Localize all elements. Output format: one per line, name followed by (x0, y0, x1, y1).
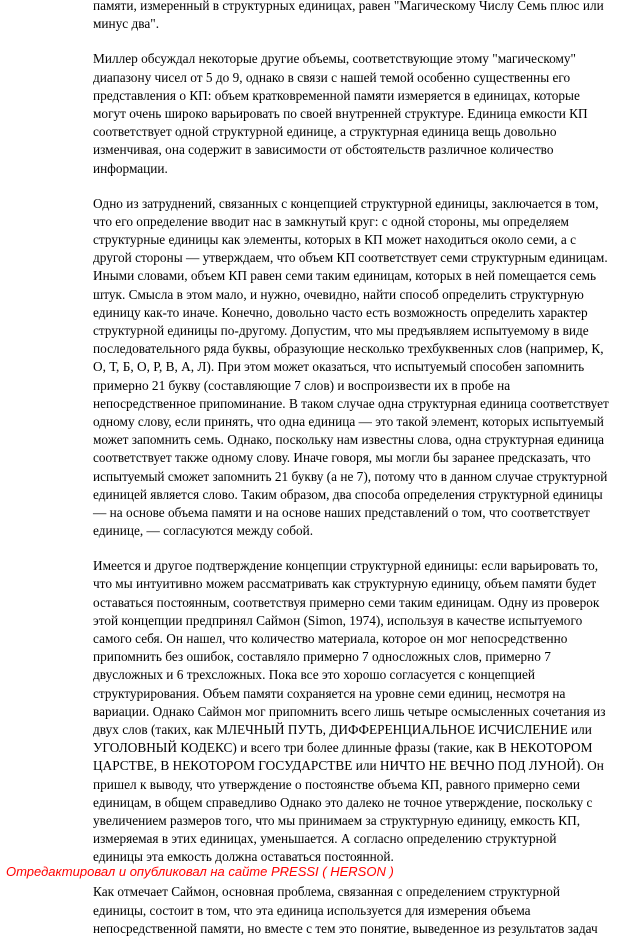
text-line: единицу как-то иначе. Конечно, довольно часто есть возможность определить характер (93, 304, 588, 320)
paragraph-3 (93, 195, 611, 541)
text-line: соответствует одной структурной единице, а структурная единица вещь довольно (93, 124, 557, 140)
text-line: ЦАРСТВЕ, В НЕКОТОРОМ ГОСУДАРСТВЕ или НИЧТО НЕ ВЕЧНО ПОД ЛУНОЙ). Он (93, 758, 604, 774)
text-line: диапазону чисел от 5 до 9, однако в связи с нашей темой особенно существенны его (93, 69, 571, 85)
paragraph-1 (93, 0, 611, 33)
text-line: измеряемая в этих единицах, уменьшается. А согласно определению структурной (93, 831, 557, 847)
text-line: единицы эта емкость должна оставаться постоянной. (93, 849, 394, 865)
text-line: Как отмечает Саймон, основная проблема, связанная с определением структурной (93, 884, 561, 900)
text-line: одному слову, если принять, что одна единица — это такой элемент, которых испытуемый (93, 413, 604, 429)
text-line: вариации. Однако Саймон мог припомнить всего лишь четыре осмысленных сочетания из (93, 703, 606, 719)
footer-credit: Отредактировал и опубликовал на сайте PRESSI ( HERSON ) (6, 864, 394, 879)
text-line: Миллер обсуждал некоторые другие объемы, соответствующие этому "магическому" (93, 51, 576, 67)
text-line: информации. (93, 160, 168, 176)
text-line: примерно 21 букву (составляющие 7 слов) и воспроизвести их в пробе на (93, 377, 511, 393)
paragraph-4 (93, 557, 611, 866)
text-line: Иными словами, объем КП равен семи таким единицам, которых в ней помещается семь (93, 268, 597, 284)
text-line: припомнить без ошибок, составляло примерно 7 односложных слов, примерно 7 (93, 649, 551, 665)
text-line: этой концепции предпринял Саймон (Simon, 1974), используя в качестве испытуемого (93, 612, 583, 628)
text-line: оставаться постоянным, соответствуя примерно семи таким единицам. Одну из проверок (93, 594, 600, 610)
document-body (93, 0, 611, 938)
text-line: может запомнить семь. Однако, поскольку нам известны слова, одна структурная единица (93, 432, 605, 448)
text-line: соответствует также одному слову. Иначе говоря, мы могли бы заранее предсказать, что (93, 450, 591, 466)
text-line: О, Т, Б, О, Р, В, А, Л). При этом может оказаться, что испытуемый способен запомнить (93, 359, 585, 375)
text-line: могут очень широко варьировать по своей внутренней структуре. Единица емкости КП (93, 105, 588, 121)
text-line: единицы, состоит в том, что эта единица используется для измерения объема (93, 902, 531, 918)
text-line: самого себя. Он нашел, что количество материала, которое он мог непосредственно (93, 631, 568, 646)
text-line: памяти, измеренный в структурных единицах, равен "Магическому Числу Семь плюс или (93, 0, 604, 13)
text-line: что мы интуитивно можем рассматривать как структурную единицу, объем памяти будет (93, 576, 597, 592)
text-line: Имеется и другое подтверждение концепции структурной единицы: если варьировать то, (93, 558, 599, 574)
text-line: УГОЛОВНЫЙ КОДЕКС) и всего три более длинные фразы (такие, как В НЕКОТОРОМ (93, 740, 593, 756)
text-line: — на основе объема памяти и на основе наших представлений о том, что соответствует (93, 504, 590, 520)
text-line: штук. Смысла в этом мало, и нужно, очевидно, найти способ определить структурную (93, 286, 584, 302)
text-line: другой стороны — утверждаем, что объем КП соответствует семи структурным единицам. (93, 250, 608, 266)
text-line: единицам, в общем справедливо Однако это далеко не точное утверждение, поскольку с (93, 794, 593, 810)
text-line: Одно из затруднений, связанных с концепцией структурной единицы, заключается в том, (93, 195, 599, 211)
text-line: двух слов (таких, как МЛЕЧНЫЙ ПУТЬ, ДИФФЕРЕНЦИАЛЬНОЕ ИСЧИСЛЕНИЕ или (93, 721, 592, 737)
text-line: испытуемый сможет запомнить 21 букву (а не 7), потому что в данном случае структурной (93, 468, 608, 484)
text-line: увеличением размеров того, что мы принимаем за структурную единицу, емкость КП, (93, 812, 581, 828)
text-line: минус два". (93, 16, 160, 32)
text-line: двусложных и 6 трехсложных. Пока все это хорошо согласуется с концепцией (93, 667, 535, 683)
text-line: единице, — согласуются между собой. (93, 523, 314, 539)
paragraph-5 (93, 883, 611, 938)
text-line: непосредственной памяти, но вместе с тем это понятие, выведенное из результатов задач (93, 920, 598, 936)
text-line: изменчивая, она содержит в зависимости от обстоятельств различное количество (93, 142, 554, 158)
text-line: представления о КП: объем кратковременной памяти измеряется в единицах, которые (93, 87, 580, 103)
text-line: последовательного ряда буквы, образующие несколько трехбуквенных слов (например, К, (93, 341, 604, 357)
text-line: структурные единицы как элементы, которых в КП может находиться около семи, а с (93, 232, 577, 248)
paragraph-2 (93, 50, 611, 177)
text-line: что его определение вводит нас в замкнутый круг: с одной стороны, мы определяем (93, 213, 569, 229)
text-line: единицей является слово. Таким образом, два способа определения структурной единицы (93, 486, 603, 502)
text-line: структурирования. Объем памяти сохраняется на уровне семи единиц, несмотря на (93, 685, 566, 701)
text-line: непосредственное припоминание. В таком случае одна структурная единица соответствует (93, 395, 609, 411)
text-line: структурной единицы по-другому. Допустим, что мы предъявляем испытуемому в виде (93, 323, 589, 338)
text-line: пришел к выводу, что утверждение о постоянстве объема КП, равного примерно семи (93, 776, 580, 792)
